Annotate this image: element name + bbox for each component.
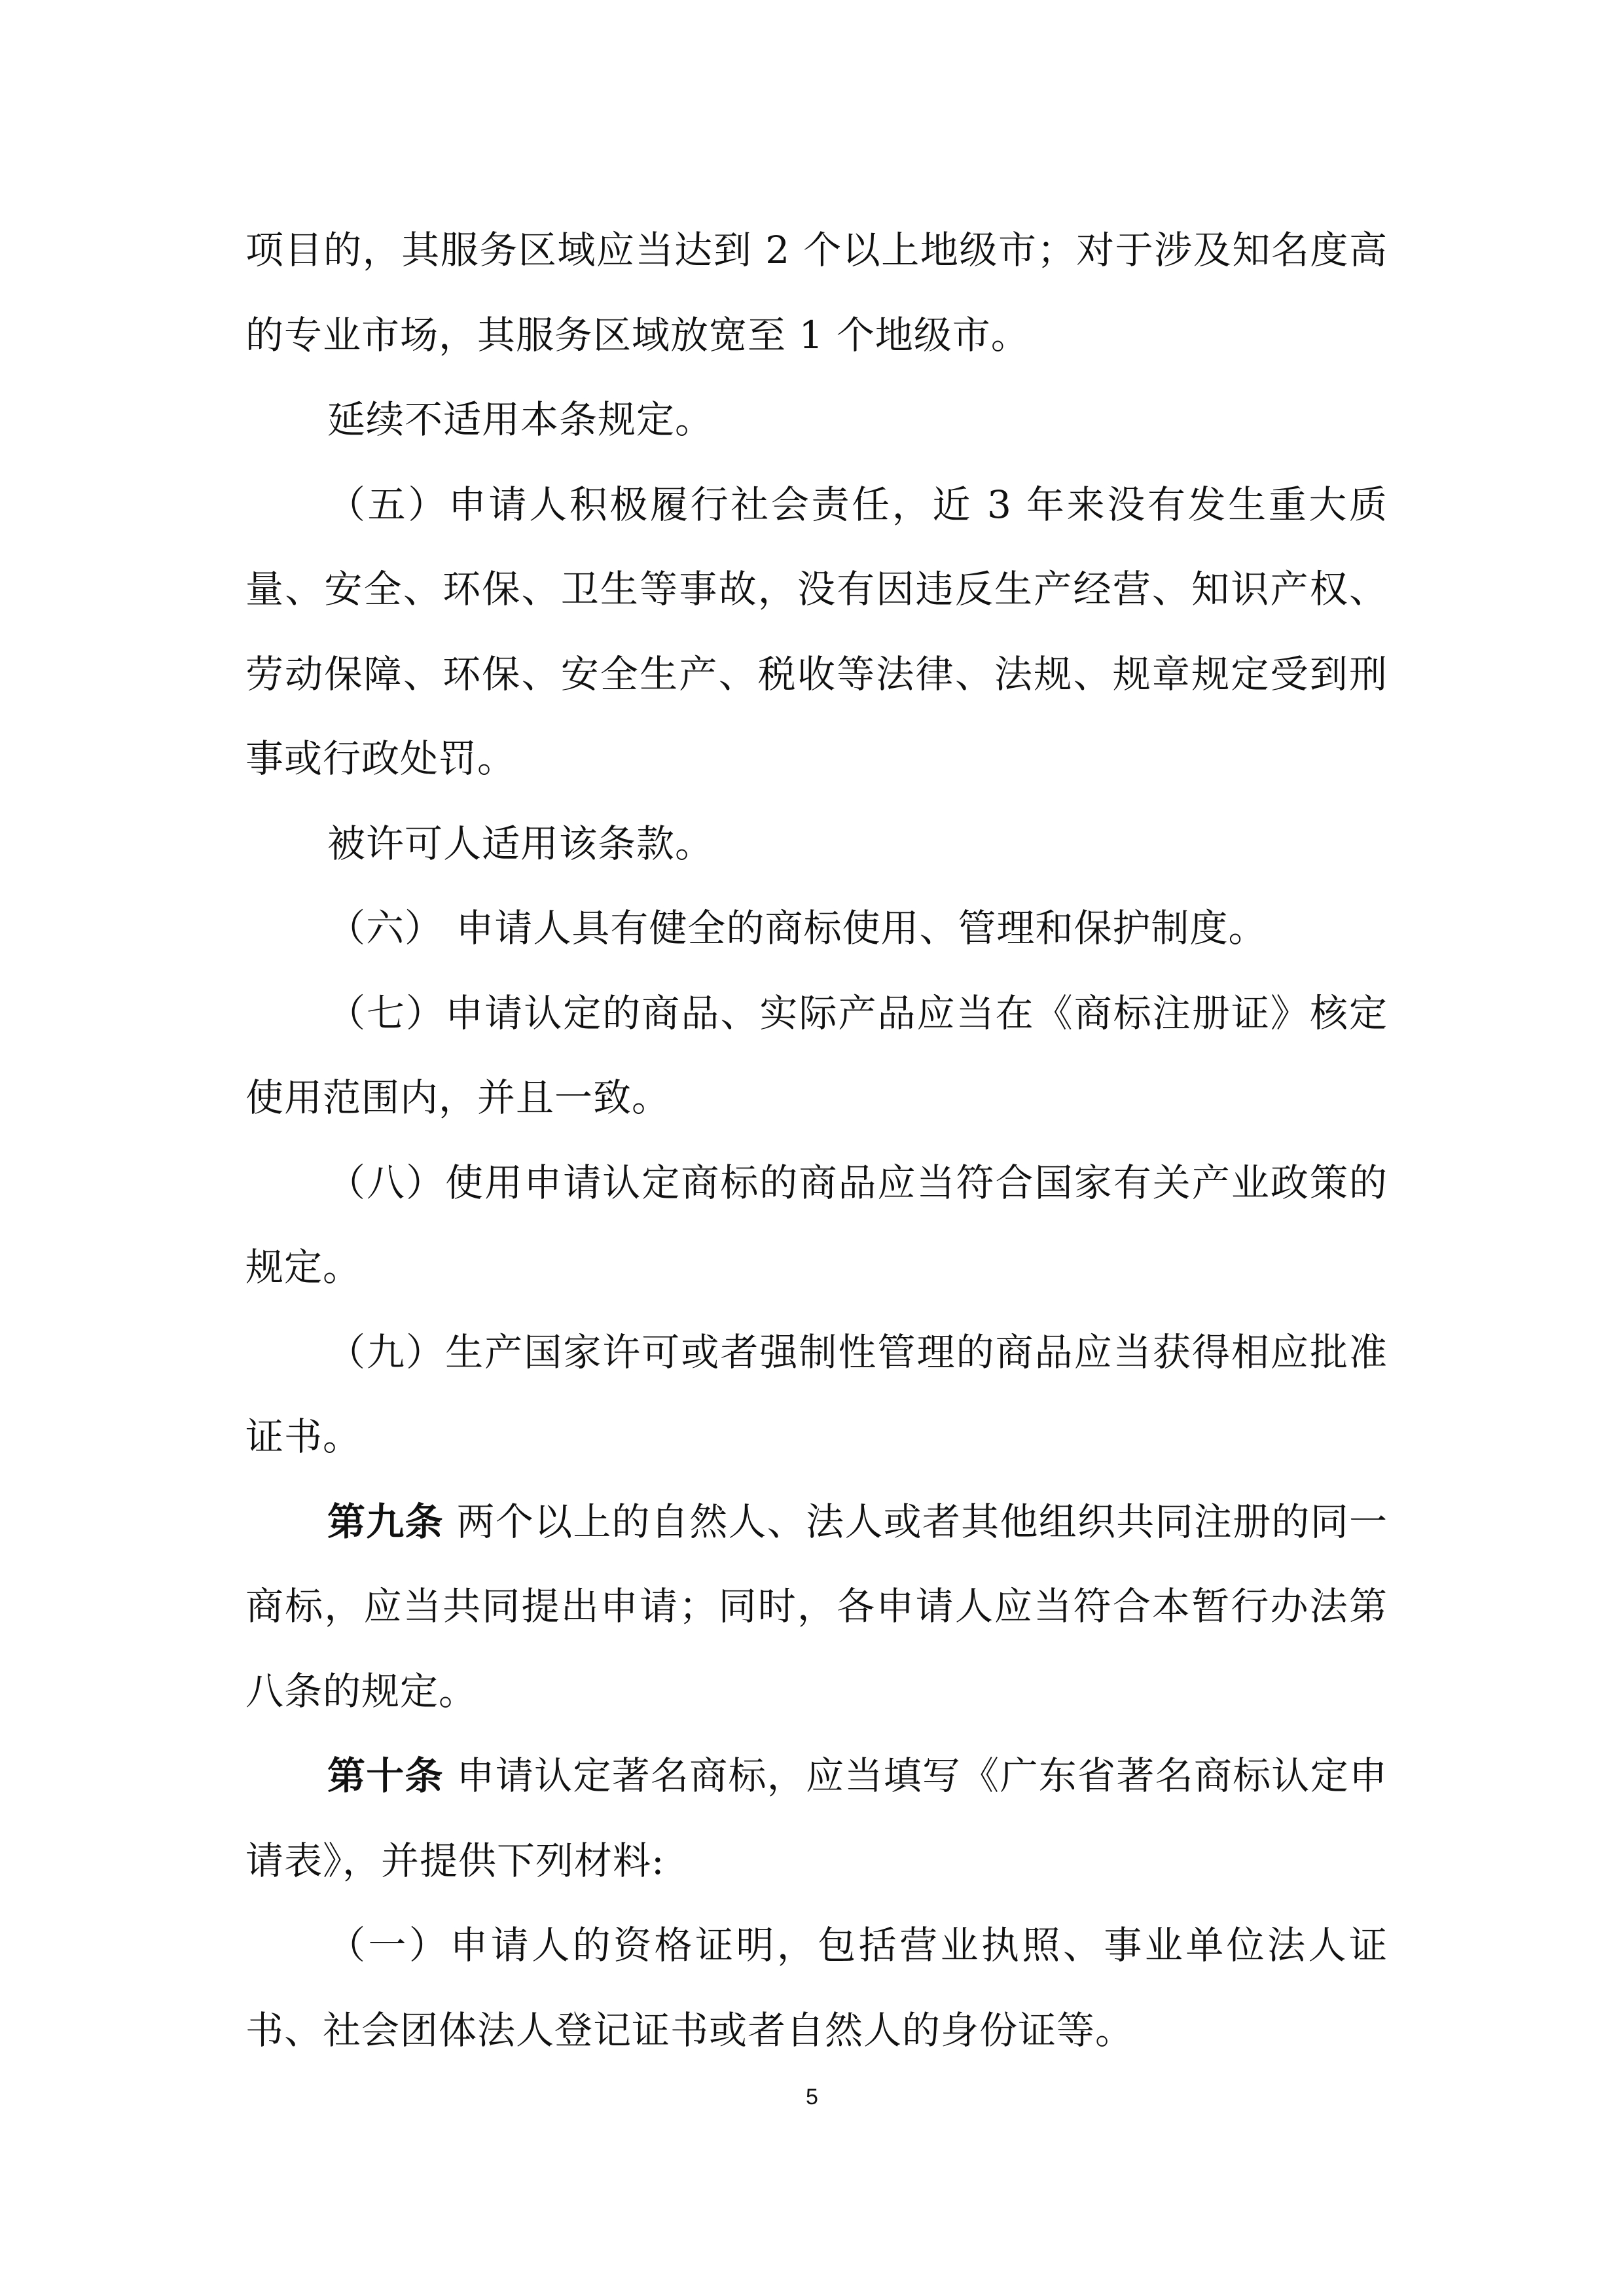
paragraph-clause-7: （七）申请认定的商品、实际产品应当在《商标注册证》核定使用范围内，并且一致。 — [245, 990, 1388, 1120]
paragraph-clause-6: （六） 申请人具有健全的商标使用、管理和保护制度。 — [327, 906, 1267, 950]
article-9-heading: 第九条 — [327, 1499, 444, 1544]
paragraph-article-10-item-1: （一）申请人的资格证明，包括营业执照、事业单位法人证书、社会团体法人登记证书或者自然人的身份证等。 — [245, 1923, 1388, 2053]
paragraph-licensee-note: 被许可人适用该条款。 — [327, 821, 714, 866]
paragraph-article-9 — [245, 1480, 1388, 1734]
article-10-text: 申请认定著名商标，应当填写《广东省著名商标认定申请表》，并提供下列材料: — [245, 1753, 1388, 1883]
paragraph-clause-9: （九）生产国家许可或者强制性管理的商品应当获得相应批准证书。 — [245, 1329, 1388, 1459]
paragraph-article-10 — [245, 1734, 1388, 1903]
paragraph-clause-5: （五）申请人积极履行社会责任，近 3 年来没有发生重大质量、安全、环保、卫生等事故，没有因违反生产经营、知识产权、劳动保障、环保、安全生产、税收等法律、法规、规章规定受到刑事或行政处罚。 — [245, 482, 1388, 781]
paragraph-service-area: 项目的，其服务区域应当达到 2 个以上地级市；对于涉及知名度高的专业市场，其服务区域放宽至 1 个地级市。 — [245, 228, 1388, 357]
page-number: 5 — [806, 2085, 818, 2109]
article-10-heading: 第十条 — [327, 1753, 444, 1798]
article-9-text: 两个以上的自然人、法人或者其他组织共同注册的同一商标，应当共同提出申请；同时，各申请人应当符合本暂行办法第八条的规定。 — [245, 1499, 1388, 1713]
paragraph-renewal-exclusion: 延续不适用本条规定。 — [327, 397, 714, 442]
document-body — [245, 208, 1388, 2073]
paragraph-clause-8: （八）使用申请认定商标的商品应当符合国家有关产业政策的规定。 — [245, 1160, 1388, 1289]
